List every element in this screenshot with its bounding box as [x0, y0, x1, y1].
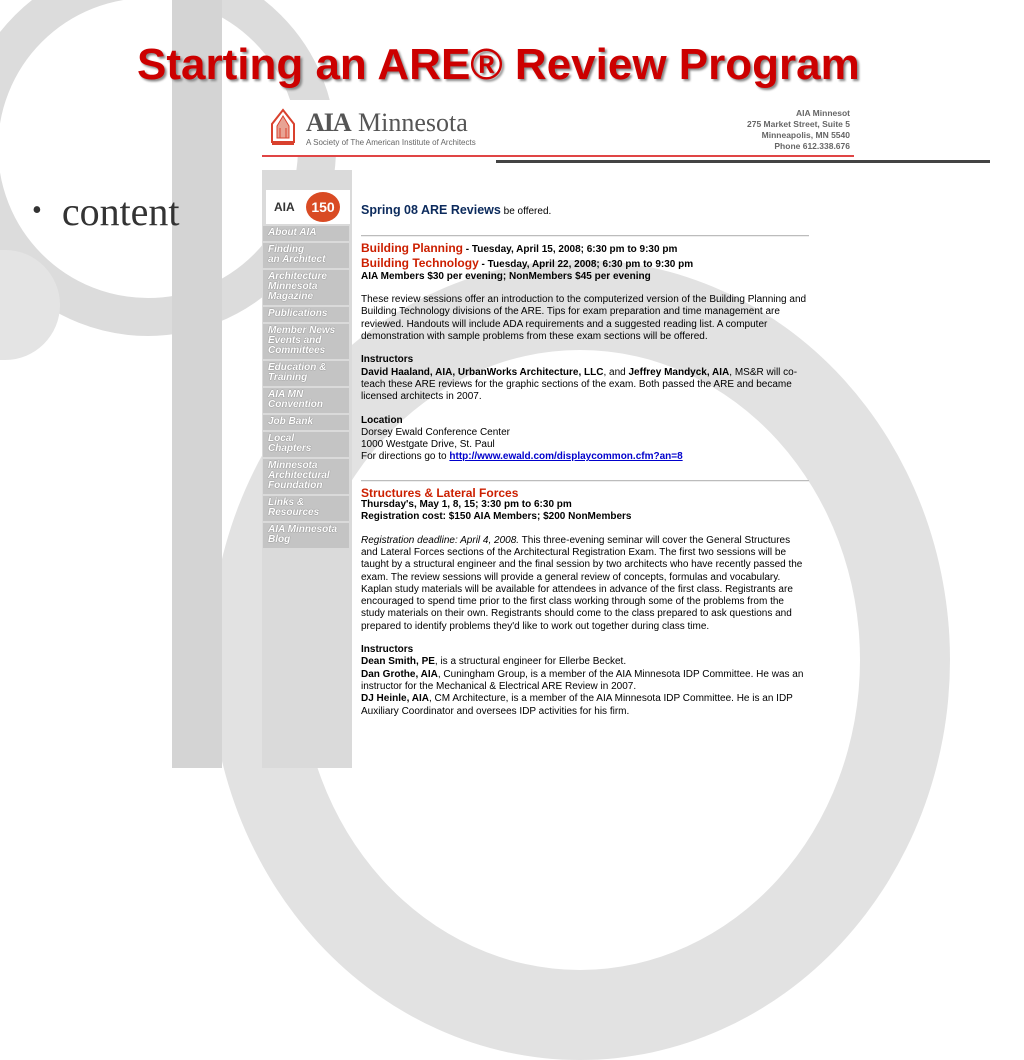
instructor-detail: , Cuningham Group, is a member of the AIA Minnesota IDP Committee. He was an instructor for the Mechanical & Electrical ARE Review in 2007.	[361, 668, 804, 692]
registration-deadline: Registration deadline: April 4, 2008.	[361, 534, 520, 546]
aia-emblem-icon	[266, 106, 300, 148]
instructor-entry	[361, 669, 809, 694]
sidebar-item-job-bank[interactable]: Job Bank	[263, 415, 349, 430]
course-title: Structures & Lateral Forces	[361, 485, 519, 500]
course-description-text: This three-evening seminar will cover the General Structures and Lateral Forces sections of the Architectural Registration Exam. The first two sessions will be taught by a structural engineer and the final session by two architects who have recently passed the exam. The review sessions will provide a general review of concepts, formulas and vocabulary. Kaplan study materials will be available for attendees in advance of the first class. Registrants are encouraged to spend time prior to the first class working through some of the problems from the study materials on their own. Registrants should come to the class prepared to ask questions and prepared to identify problems they'd like to work out together during class time.	[361, 534, 803, 632]
instructor-name: DJ Heinle, AIA	[361, 693, 429, 705]
course-line	[361, 242, 809, 256]
course-title: Building Technology	[361, 255, 479, 270]
address-line: Minneapolis, MN 5540	[761, 130, 850, 140]
bullet-item	[32, 188, 180, 235]
logo-tagline: A Society of The American Institute of Architects	[306, 138, 476, 147]
sidebar-item-links-resources[interactable]: Links & Resources	[263, 496, 349, 521]
article-heading	[361, 204, 809, 218]
logo-name-text: Minnesota	[358, 108, 468, 137]
location-label: Location	[361, 414, 403, 426]
article-heading-title: Spring 08 ARE Reviews	[361, 203, 501, 217]
course-description	[361, 535, 809, 633]
location-name: Dorsey Ewald Conference Center	[361, 426, 510, 438]
bullet-dot-icon: •	[32, 195, 42, 226]
sidebar-item-local-chapters[interactable]: Local Chapters	[263, 432, 349, 457]
logo-aia-text: AIA	[306, 108, 351, 137]
instructor-entry	[361, 693, 809, 718]
instructor-detail: , is a structural engineer for Ellerbe Becket.	[434, 656, 627, 668]
embedded-webpage-screenshot	[262, 100, 1004, 768]
sidebar-item-member-news[interactable]: Member News Events and Committees	[263, 324, 349, 359]
sidebar-item-architecture-minnesota-magazine[interactable]: Architecture Minnesota Magazine	[263, 270, 349, 305]
badge-aia-text: AIA	[274, 200, 295, 214]
bullet-text: content	[61, 189, 180, 234]
instructors-label: Instructors	[361, 644, 414, 656]
background-stem-shape	[172, 0, 222, 768]
instructor-detail: , CM Architecture, is a member of the AIA Minnesota IDP Committee. He is an IDP Auxiliary Coordinator and oversees IDP activities for his firm.	[361, 693, 793, 717]
instructor-name: Dan Grothe, AIA	[361, 668, 438, 680]
article-heading-suffix: be offered.	[503, 206, 552, 217]
aia150-badge	[266, 190, 350, 224]
instructor-entry	[361, 656, 809, 668]
sidebar	[262, 170, 352, 768]
course-date: - Tuesday, April 15, 2008; 6:30 pm to 9:30 pm	[463, 244, 678, 256]
sidebar-nav	[263, 226, 351, 550]
course-description: These review sessions offer an introduction to the computerized version of the Building Planning and Building Technology divisions of the ARE. Tips for exam preparation and time management are reviewed. Handouts will include ADA requirements and a suggested reading list. A computer demonstration with sample problems from these exam sections will be offered.	[361, 294, 807, 343]
sidebar-item-architectural-foundation[interactable]: Minnesota Architectural Foundation	[263, 459, 349, 494]
instructor-joiner: , and	[603, 366, 629, 378]
article	[361, 204, 809, 718]
course-price: AIA Members $30 per evening; NonMembers $45 per evening	[361, 270, 651, 282]
course-dates: Thursday's, May 1, 8, 15; 3:30 pm to 6:30 pm	[361, 499, 572, 511]
directions-text: For directions go to	[361, 451, 450, 463]
instructor-name: Jeffrey Mandyck, AIA	[628, 366, 730, 378]
location-address: 1000 Westgate Drive, St. Paul	[361, 439, 495, 451]
address-line: Phone 612.338.676	[774, 141, 850, 151]
instructor-name: Dean Smith, PE	[361, 656, 435, 668]
site-header	[262, 100, 854, 157]
sidebar-item-publications[interactable]: Publications	[263, 307, 349, 322]
directions-link[interactable]: http://www.ewald.com/displaycommon.cfm?an=8	[449, 451, 683, 463]
sidebar-item-education-training[interactable]: Education & Training	[263, 361, 349, 386]
sidebar-item-aia-mn-convention[interactable]: AIA MN Convention	[263, 388, 349, 413]
address-line: AIA Minnesot	[796, 108, 850, 118]
course-cost: Registration cost: $150 AIA Members; $200 NonMembers	[361, 511, 632, 523]
sidebar-item-about-aia[interactable]: About AIA	[263, 226, 349, 241]
course-title: Building Planning	[361, 241, 463, 256]
instructor-detail: , MS&R will co-teach these ARE reviews for the graphic sections of the exam. Both passed the ARE and became licensed architects in 2007.	[361, 366, 798, 403]
instructors-text	[361, 367, 809, 404]
instructor-name: David Haaland, AIA, UrbanWorks Architecture, LLC	[361, 366, 604, 378]
sidebar-item-finding-an-architect[interactable]: Finding an Architect	[263, 243, 349, 268]
instructors-label: Instructors	[361, 354, 414, 366]
badge-150-text: 150	[306, 192, 340, 222]
course-line	[361, 257, 809, 271]
slide-title: Starting an ARE® Review Program	[137, 40, 860, 89]
address-line: 275 Market Street, Suite 5	[747, 119, 850, 129]
header-divider	[496, 160, 990, 163]
directions-line	[361, 451, 809, 463]
course-date: - Tuesday, April 22, 2008; 6:30 pm to 9:30 pm	[478, 258, 694, 270]
address-block	[747, 108, 850, 152]
sidebar-item-blog[interactable]: AIA Minnesota Blog	[263, 523, 349, 548]
